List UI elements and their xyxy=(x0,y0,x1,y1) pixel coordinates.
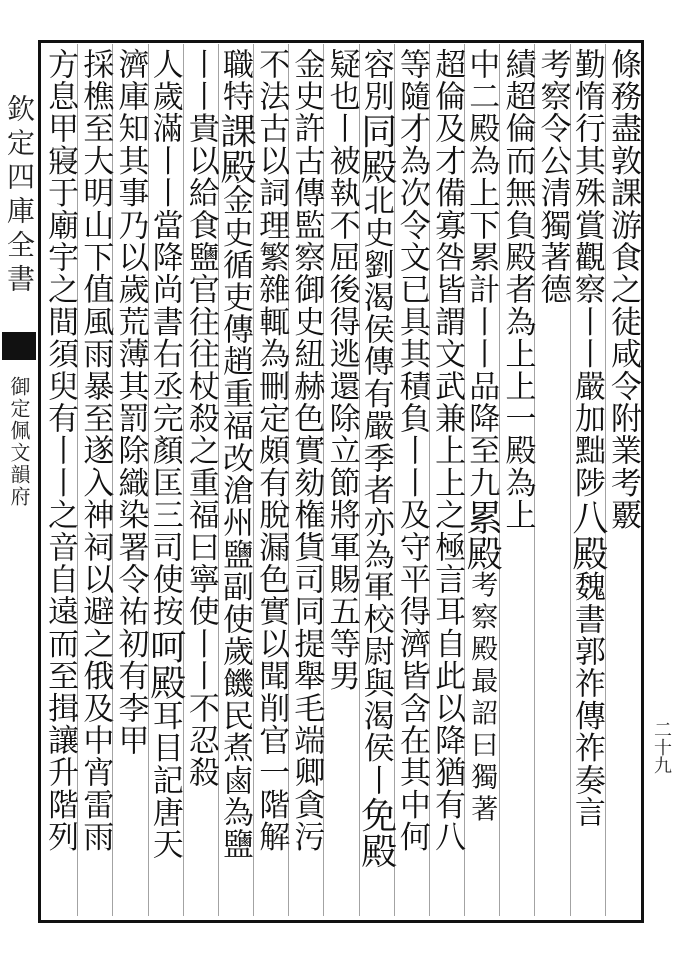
page-number: 二十九 xyxy=(651,720,672,774)
column-text: 職特 xyxy=(217,48,254,113)
column-divider xyxy=(77,44,78,916)
column-text: 濟庫知其事乃以歲荒薄其罰除織染署令 xyxy=(112,48,149,596)
column-text: 績超倫而無負殿者為上上一殿為上 xyxy=(499,48,536,531)
column-divider xyxy=(148,44,149,916)
book-subtitle: 御定佩文韻府 xyxy=(7,376,31,508)
column-text: 魏書郭祚傳祚奏言 xyxy=(568,570,605,829)
column-text: 方息甲寢于廟宇之間須臾有丨丨之音自遠而至揖讓升階列 xyxy=(42,48,79,853)
column-text: 耳目記唐天 xyxy=(146,699,183,861)
column-text: 貴以給食鹽官往往杖殺之重福曰寧使丨丨不忍殺 xyxy=(182,112,219,789)
column-text: 容別 xyxy=(357,48,394,113)
column-divider xyxy=(112,44,113,916)
text-column-12 xyxy=(215,48,257,914)
entry-heading: 課殿 xyxy=(215,112,257,185)
column-text: 金史循吏傳趙重福改滄州鹽副使歲饑民煮鹵為鹽 xyxy=(217,184,254,861)
text-column-8 xyxy=(355,48,397,914)
entry-heading: 呵殿 xyxy=(144,627,186,700)
column-divider xyxy=(534,44,535,916)
column-divider xyxy=(570,44,571,916)
column-text: 丨被執不屈後得逃還除立節將軍賜五等男 xyxy=(323,112,360,693)
text-column-3 xyxy=(534,48,569,914)
fish-tail-marker xyxy=(2,332,36,360)
text-column-15 xyxy=(112,48,147,914)
text-column-5 xyxy=(461,48,503,914)
text-column-16 xyxy=(77,48,112,914)
entry-heading: 免殿 xyxy=(355,796,397,869)
column-divider xyxy=(464,44,465,916)
column-text: 疑也 xyxy=(323,48,360,113)
column-text: 條務盡敦課游食之徒咸令附業考覈 xyxy=(604,48,641,531)
column-divider xyxy=(605,44,606,916)
entry-heading: 八殿 xyxy=(566,498,608,571)
annotation-text: 考察令公清獨著德 xyxy=(534,48,571,306)
column-text: 勤惰行其殊賞觀察丨丨嚴加黜陟 xyxy=(568,48,605,499)
text-column-1 xyxy=(605,48,640,914)
column-divider xyxy=(359,44,360,916)
column-text: 中二殿為上下累計丨丨品降至九 xyxy=(463,48,500,499)
entry-heading: 同殿 xyxy=(355,112,397,185)
text-column-9 xyxy=(323,48,358,914)
column-text: 不法古以詞理繁雜輒為刪定頗有脫漏色實以聞削官一階解 xyxy=(253,48,290,853)
bottom-border-rule xyxy=(38,920,644,923)
top-border-rule xyxy=(38,40,644,43)
column-text: 北史劉渴侯傳有嚴季者亦為軍校尉與渴侯丨 xyxy=(357,184,394,797)
column-divider xyxy=(429,44,430,916)
text-column-17 xyxy=(42,48,77,914)
column-divider xyxy=(253,44,254,916)
column-text: 丨丨 xyxy=(182,48,219,113)
column-text: 採樵至大明山下值風雨暴至遂入神祠以避之俄及中宵雷雨 xyxy=(77,48,114,853)
column-divider xyxy=(394,44,395,916)
text-column-7 xyxy=(394,48,429,914)
text-column-14 xyxy=(144,48,186,914)
column-divider xyxy=(499,44,500,916)
text-column-13 xyxy=(183,48,218,914)
column-text: 超倫及才備寡咎皆謂文武兼上上之極言耳自此以降猶有八 xyxy=(429,48,466,853)
text-column-4 xyxy=(499,48,534,914)
text-column-6 xyxy=(429,48,464,914)
column-divider xyxy=(288,44,289,916)
entry-heading: 累殿 xyxy=(461,498,503,571)
column-text: 等隨才為次令文已具其積負丨丨及守平得濟皆含在其中何 xyxy=(393,48,430,853)
margin-strip xyxy=(0,40,38,923)
text-column-2 xyxy=(566,48,608,914)
column-divider xyxy=(218,44,219,916)
right-border-rule xyxy=(641,40,644,923)
column-text: 祐初有李甲 xyxy=(112,595,149,757)
column-divider xyxy=(323,44,324,916)
left-border-rule xyxy=(38,40,41,923)
book-title: 欽定四庫全書 xyxy=(3,94,36,298)
column-divider xyxy=(183,44,184,916)
column-text: 金史許古傳監察御史紐赫色實劾権貨司同提舉毛端卿貪污 xyxy=(288,48,325,853)
text-column-10 xyxy=(288,48,323,914)
annotation-text: 考察殿最詔曰獨著 xyxy=(466,570,498,827)
text-column-11 xyxy=(253,48,288,914)
column-text: 人歲滿丨丨當降尚書右丞完顏匡三司使按 xyxy=(146,48,183,628)
